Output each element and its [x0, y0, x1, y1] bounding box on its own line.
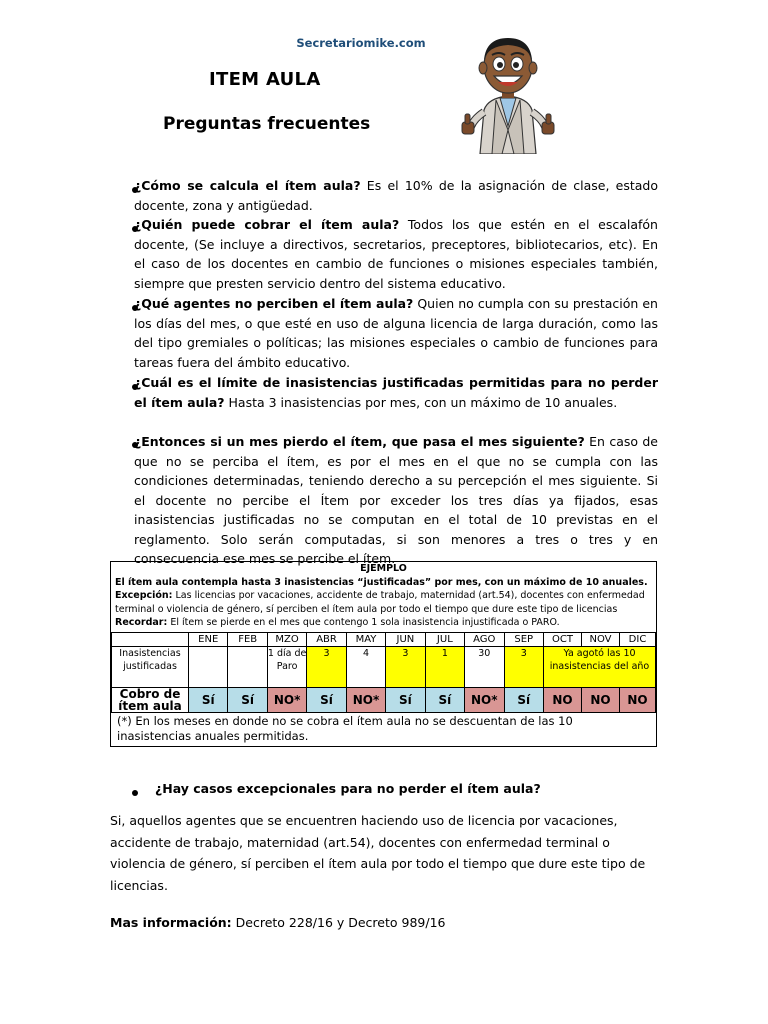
faq-item-1: ¿Cómo se calcula el ítem aula? Es el 10% de la asignación de clase, estado docente, zona y antigüedad.: [134, 178, 658, 213]
payment-cell: Sí: [228, 688, 267, 713]
example-header: [111, 562, 656, 630]
faq-item-2: ¿Quién puede cobrar el ítem aula? Todos los que estén en el escalafón docente, (Se incluye a directivos, secretarios, preceptores, bibliotecarios, etc). En el caso de los docentes en cambio de funciones o misiones especiales también, siempre que presten servicio dentro del sistema educativo.: [134, 217, 658, 291]
row-label: Inasistencias justificadas: [112, 647, 189, 688]
absence-merged-cell: Ya agotó las 10 inasistencias del año: [544, 647, 656, 688]
payment-cell: NO: [620, 688, 656, 713]
cartoon-teacher-thumbs-up-icon: [458, 30, 558, 154]
payment-cell: Sí: [307, 688, 346, 713]
month-header: SEP: [504, 633, 544, 647]
faq-item-3: ¿Qué agentes no perciben el ítem aula? Quien no cumpla con su prestación en los días del mes, o que esté en uso de alguna licencia de larga duración, como las del tipo gremiales o políticas; las misiones especiales o cambio de funciones para tareas fuera del ámbito educativo.: [134, 296, 658, 370]
example-remember: Recordar: El ítem se pierde en el mes que contengo 1 sola inasistencia injustificada o PARO.: [115, 617, 560, 628]
payment-cell: Sí: [189, 688, 228, 713]
absence-cell: 4: [346, 647, 385, 688]
month-header: OCT: [544, 633, 582, 647]
example-note: (*) En los meses en donde no se cobra el ítem aula no se descuentan de las 10 inasistencias anuales permitidas.: [117, 714, 573, 743]
faq-item-4: ¿Cuál es el límite de inasistencias justificadas permitidas para no perder el ítem aula? Hasta 3 inasistencias por mes, con un máximo de 10 anuales.: [134, 375, 658, 410]
payment-cell: NO*: [267, 688, 306, 713]
exception-question: ¿Hay casos excepcionales para no perder el ítem aula?: [155, 781, 541, 796]
example-box: [110, 561, 657, 747]
table-row-absences: [112, 647, 656, 688]
payment-cell: NO*: [465, 688, 504, 713]
payment-cell: NO*: [346, 688, 385, 713]
absence-cell: [189, 647, 228, 688]
absence-cell: 1 día de Paro: [267, 647, 306, 688]
site-name: Secretariomike.com: [296, 36, 426, 50]
absence-cell: 3: [504, 647, 544, 688]
payment-cell: Sí: [386, 688, 425, 713]
bullet-icon: [132, 785, 138, 800]
absence-cell: 3: [307, 647, 346, 688]
row-label: Cobro de ítem aula: [112, 688, 189, 713]
month-header: MAY: [346, 633, 385, 647]
absence-cell: 1: [425, 647, 464, 688]
absence-cell: 3: [386, 647, 425, 688]
table-header-row: [112, 633, 656, 647]
payment-cell: NO: [582, 688, 620, 713]
month-header: JUL: [425, 633, 464, 647]
month-header: ABR: [307, 633, 346, 647]
absence-cell: [228, 647, 267, 688]
payment-cell: NO: [544, 688, 582, 713]
month-header: ENE: [189, 633, 228, 647]
more-info: Mas información: Decreto 228/16 y Decreto 989/16: [110, 915, 446, 930]
payment-cell: Sí: [504, 688, 544, 713]
example-heading: EJEMPLO: [360, 563, 407, 574]
example-line1: El ítem aula contempla hasta 3 inasistencias “justificadas” por mes, con un máximo de 10 anuales.: [115, 576, 648, 588]
table-corner-cell: [112, 633, 189, 647]
payment-cell: Sí: [425, 688, 464, 713]
month-header: FEB: [228, 633, 267, 647]
table-row-payment: [112, 688, 656, 713]
page-subtitle: Preguntas frecuentes: [163, 114, 371, 134]
faq-item-5: ¿Entonces si un mes pierdo el ítem, que pasa el mes siguiente? En caso de que no se perciba el ítem, es por el mes en el que no se cumpla con las condiciones determinadas, teniendo derecho a su percepción el mes siguiente. Si el docente no percibe el Ítem por exceder los tres días ya fijados, esas inasistencias justificadas no se computan en el total de 10 previstas en el reglamento. Solo serán computadas, si son menores a tres o tres y en consecuencia ese mes se percibe el ítem.: [134, 434, 658, 566]
month-header: AGO: [465, 633, 504, 647]
example-exception: Excepción: Las licencias por vacaciones, accidente de trabajo, maternidad (art.54), docentes con enfermedad terminal o violencia de género, sí perciben el ítem aula por todo el tiempo que dure este tipo de licencias: [115, 590, 645, 615]
page-title: ITEM AULA: [209, 69, 321, 90]
absence-cell: 30: [465, 647, 504, 688]
example-table: [111, 632, 656, 713]
month-header: DIC: [620, 633, 656, 647]
month-header: JUN: [386, 633, 425, 647]
month-header: MZO: [267, 633, 306, 647]
exception-answer: Si, aquellos agentes que se encuentren haciendo uso de licencia por vacaciones, accidente de trabajo, maternidad (art.54), docentes con enfermedad terminal o violencia de género, sí perciben el ítem aula por todo el tiempo que dure este tipo de licencias.: [110, 813, 646, 893]
month-header: NOV: [582, 633, 620, 647]
